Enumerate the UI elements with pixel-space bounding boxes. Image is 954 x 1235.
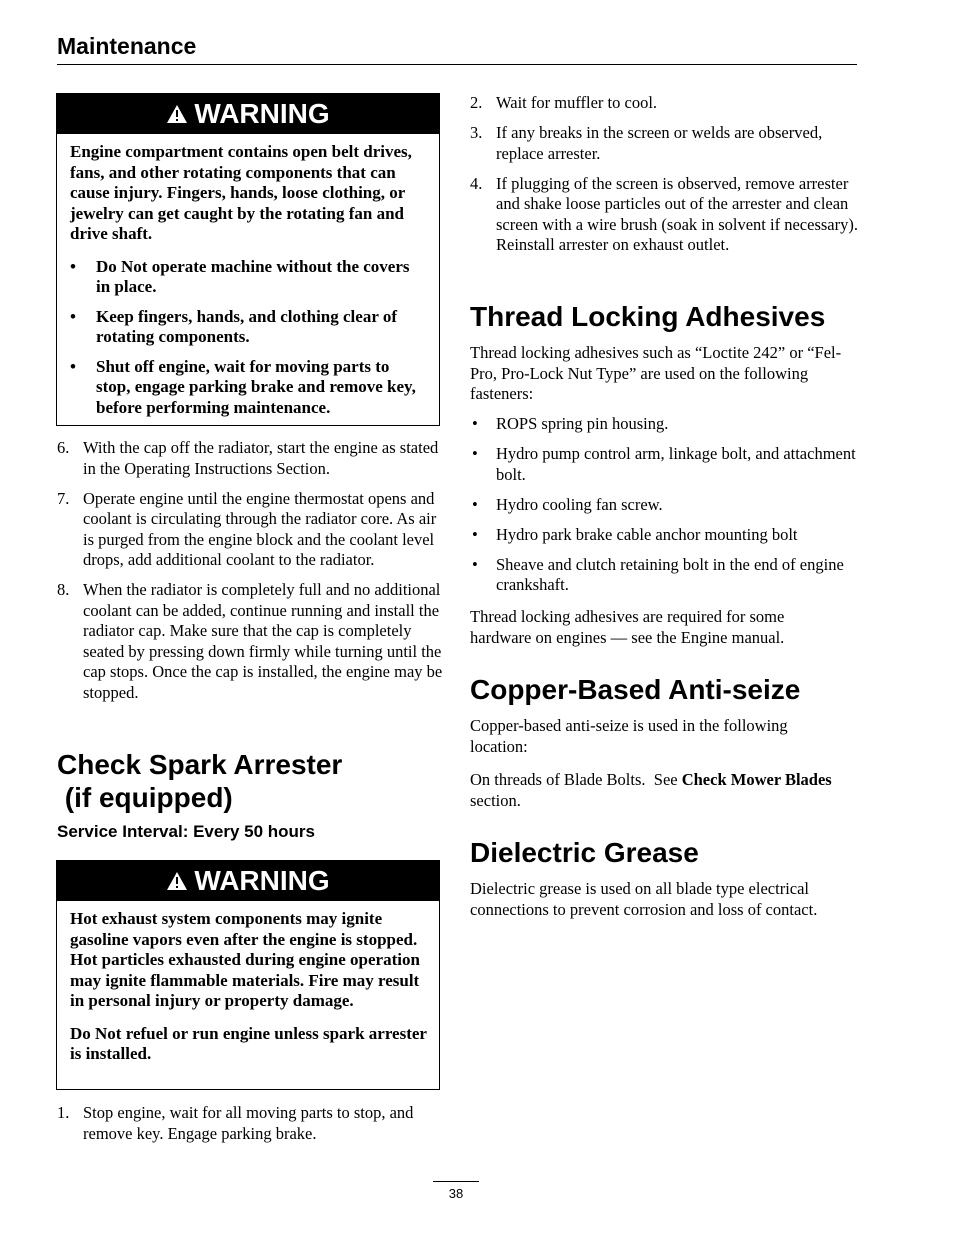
- service-interval: Service Interval: Every 50 hours: [57, 822, 315, 841]
- step-text: Wait for muffler to cool.: [496, 93, 658, 112]
- list-item: [470, 93, 860, 114]
- footer-rule: [433, 1181, 479, 1182]
- warning-label: WARNING: [194, 865, 330, 896]
- copper-anti-seize-reference: [470, 770, 845, 811]
- heading-line: Check Spark Arrester: [57, 749, 343, 780]
- step-number: 8.: [57, 580, 70, 599]
- item-text: Hydro pump control arm, linkage bolt, and attachment bolt.: [496, 444, 856, 484]
- warning-bullet: • Keep fingers, hands, and clothing clear of rotating components.: [70, 306, 397, 346]
- warning-bullet: • Shut off engine, wait for moving parts to stop, engage parking brake and remove key, before performing maintenance.: [70, 356, 416, 417]
- list-item: • Hydro cooling fan screw.: [472, 494, 663, 514]
- spark-steps-list-left: [57, 1103, 445, 1154]
- item-text: Sheave and clutch retaining bolt in the end of engine crankshaft.: [496, 554, 844, 594]
- warning-banner: [57, 861, 439, 901]
- radiator-steps-list: [57, 438, 445, 713]
- warning-bullet-text: Shut off engine, wait for moving parts to stop, engage parking brake and remove key, before performing maintenance.: [96, 356, 416, 417]
- warning-bullets: [70, 257, 427, 419]
- warning-box-belts: [56, 93, 440, 426]
- list-item: • Sheave and clutch retaining bolt in the end of engine crankshaft.: [472, 554, 844, 594]
- thread-locking-note: Thread locking adhesives are required for some hardware on engines — see the Engine manual.: [470, 607, 785, 647]
- warning-paragraph: Do Not refuel or run engine unless spark arrester is installed.: [70, 1023, 427, 1063]
- warning-banner: [57, 94, 439, 134]
- step-text: When the radiator is completely full and no additional coolant can be added, continue running and install the radiator cap. Make sure that the cap is completely seated by pressing down firmly while turning until the cap stops. Once the cap is installed, the engine may be stopped.: [83, 580, 443, 702]
- step-number: 4.: [470, 173, 483, 193]
- list-item: [57, 580, 445, 703]
- spark-steps-list-right: [470, 93, 860, 265]
- step-number: 3.: [470, 123, 483, 142]
- item-text: Hydro cooling fan screw.: [496, 494, 663, 514]
- step-text: With the cap off the radiator, start the engine as stated in the Operating Instructions Section.: [83, 438, 439, 478]
- spark-arrester-heading: [57, 748, 342, 814]
- step-number: 6.: [57, 438, 70, 457]
- warning-paragraph: Hot exhaust system components may ignite gasoline vapors even after the engine is stopped. Hot particles exhausted during engine operation may ignite flammable materials. Fire may result in personal injury or property damage.: [70, 909, 420, 1010]
- warning-triangle-icon: [166, 104, 188, 124]
- list-item: • Hydro pump control arm, linkage bolt, and attachment bolt.: [472, 444, 856, 484]
- warning-bullet-text: Do Not operate machine without the covers in place.: [96, 256, 410, 296]
- warning-bullet-text: Keep fingers, hands, and clothing clear of rotating components.: [96, 306, 397, 346]
- list-item: [57, 489, 445, 571]
- list-item: [470, 123, 860, 164]
- dielectric-grease-text: Dielectric grease is used on all blade type electrical connections to prevent corrosion and loss of contact.: [470, 879, 818, 919]
- reference-text: On threads of Blade Bolts. See: [470, 770, 682, 789]
- warning-bullet: • Do Not operate machine without the covers in place.: [70, 256, 410, 296]
- warning-box-exhaust: [56, 860, 440, 1090]
- item-text: Hydro park brake cable anchor mounting bolt: [496, 524, 798, 544]
- warning-intro: Engine compartment contains open belt drives, fans, and other rotating components that can cause injury. Fingers, hands, loose clothing, or jewelry can get caught by the rotating fan and drive shaft.: [70, 142, 412, 243]
- step-text: If plugging of the screen is observed, remove arrester and shake loose particles out of the arrester and clean screen with a wire brush (soak in solvent if necessary). Reinstall arrester on exhaust outlet.: [496, 173, 858, 254]
- item-text: ROPS spring pin housing.: [496, 414, 669, 433]
- header-rule: [57, 64, 857, 65]
- list-item: [57, 1103, 445, 1144]
- step-text: Operate engine until the engine thermostat opens and coolant is circulating through the radiator core. As air is purged from the engine block and the coolant level drops, add additional coolant to the radiator.: [83, 488, 437, 569]
- section-reference-link[interactable]: Check Mower Blades: [681, 770, 832, 789]
- step-text: Stop engine, wait for all moving parts to stop, and remove key. Engage parking brake.: [83, 1103, 414, 1143]
- dielectric-grease-heading: Dielectric Grease: [470, 837, 699, 868]
- heading-line: (if equipped): [57, 782, 233, 813]
- reference-text: section.: [470, 770, 836, 810]
- step-number: 7.: [57, 488, 70, 508]
- page-number: 38: [448, 1186, 464, 1201]
- thread-locking-intro: Thread locking adhesives such as “Loctite 242” or “Fel-Pro, Pro-Lock Nut Type” are used on the following fasteners:: [470, 343, 842, 403]
- list-item: • ROPS spring pin housing.: [472, 414, 669, 433]
- list-item: • Hydro park brake cable anchor mounting bolt: [472, 524, 798, 544]
- warning-label: WARNING: [194, 98, 330, 129]
- copper-anti-seize-heading: Copper-Based Anti-seize: [470, 674, 801, 705]
- copper-anti-seize-intro: Copper-based anti-seize is used in the following location:: [470, 716, 788, 756]
- running-head-title: Maintenance: [57, 33, 197, 59]
- list-item: [57, 438, 445, 479]
- warning-triangle-icon: [166, 871, 188, 891]
- step-number: 1.: [57, 1103, 70, 1122]
- thread-locking-list: [470, 414, 860, 605]
- list-item: [470, 174, 860, 256]
- thread-locking-heading: Thread Locking Adhesives: [470, 301, 826, 332]
- step-text: If any breaks in the screen or welds are observed, replace arrester.: [496, 123, 823, 163]
- step-number: 2.: [470, 93, 483, 112]
